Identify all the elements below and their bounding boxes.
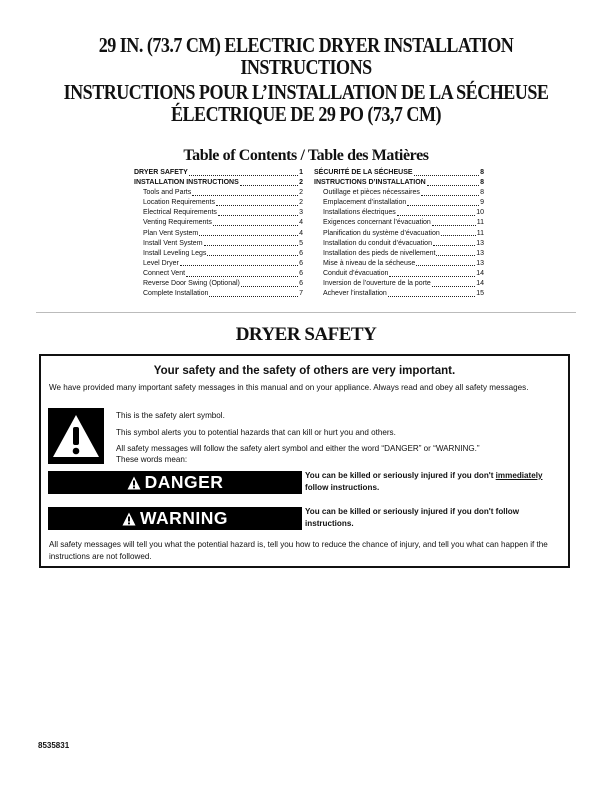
toc-entry-label: Reverse Door Swing (Optional) xyxy=(143,280,240,288)
toc-leader-dots xyxy=(416,259,475,267)
toc-entry-label: Plan Vent System xyxy=(143,229,199,237)
toc-entry-page: 6 xyxy=(299,259,303,267)
symbol-text-2: This symbol alerts you to potential hazards that can kill or hurt you and others. xyxy=(116,428,396,437)
toc-french xyxy=(314,168,484,299)
toc-entry-page: 2 xyxy=(299,189,303,197)
danger-message-emphasis: immediately xyxy=(495,471,543,480)
toc-entry-page: 11 xyxy=(476,229,484,237)
toc-entry-page: 13 xyxy=(476,239,484,247)
toc-entry xyxy=(314,259,484,269)
toc-entry xyxy=(134,168,303,178)
toc-entry-label: Conduit d’évacuation xyxy=(323,269,389,277)
toc-leader-dots xyxy=(207,249,298,257)
toc-leader-dots xyxy=(389,269,475,277)
warning-label xyxy=(48,507,302,530)
toc-leader-dots xyxy=(199,229,298,237)
danger-alert-icon xyxy=(127,476,141,490)
toc-entry xyxy=(314,279,484,289)
toc-leader-dots xyxy=(441,229,476,237)
toc-entry-label: INSTRUCTIONS D’INSTALLATION xyxy=(314,179,426,187)
toc-entry-label: Inversion de l’ouverture de la porte xyxy=(323,280,431,288)
symbol-text-4: These words mean: xyxy=(116,455,188,464)
danger-label xyxy=(48,471,302,494)
toc-entry-label: Tools and Parts xyxy=(143,189,192,197)
toc-entry-label: Installations électriques xyxy=(323,209,396,217)
symbol-text-1: This is the safety alert symbol. xyxy=(116,411,225,420)
toc-leader-dots xyxy=(180,259,298,267)
toc-entry-label: Emplacement d’installation xyxy=(323,199,407,207)
toc-entry xyxy=(314,239,484,249)
title-french: INSTRUCTIONS POUR L’INSTALLATION DE LA SÉCHEUSE ÉLECTRIQUE DE 29 PO (73,7 CM) xyxy=(63,80,549,126)
divider xyxy=(36,312,576,313)
toc-leader-dots xyxy=(427,178,479,186)
toc-leader-dots xyxy=(388,289,475,297)
toc-entry xyxy=(134,269,303,279)
toc-entry-page: 8 xyxy=(480,169,484,176)
safety-intro: We have provided many important safety messages in this manual and on your appliance. Always read and obey all safety messages. xyxy=(49,383,529,392)
toc-leader-dots xyxy=(213,218,298,226)
document-number: 8535831 xyxy=(38,741,70,750)
toc-entry-label: Installation du conduit d’évacuation xyxy=(323,239,432,247)
toc-entry xyxy=(134,178,303,188)
toc-leader-dots xyxy=(204,239,299,247)
toc-entry-page: 13 xyxy=(476,259,484,267)
toc-entry-label: SÉCURITÉ DE LA SÉCHEUSE xyxy=(314,169,413,176)
toc-entry-page: 3 xyxy=(299,209,303,217)
toc-entry xyxy=(314,229,484,239)
toc-entry-page: 10 xyxy=(476,209,484,217)
warning-message: You can be killed or seriously injured if you don't follow instructions. xyxy=(305,507,520,528)
toc-entry-page: 2 xyxy=(299,179,303,187)
toc-entry-page: 9 xyxy=(480,199,484,207)
toc-english xyxy=(134,168,303,299)
toc-entry-page: 4 xyxy=(299,229,303,237)
title-english: 29 IN. (73.7 CM) ELECTRIC DRYER INSTALLATION INSTRUCTIONS xyxy=(98,33,514,79)
toc-entry-label: Location Requirements xyxy=(143,199,215,207)
toc-entry xyxy=(314,188,484,198)
warning-label-text: WARNING xyxy=(139,508,229,528)
toc-entry-label: Installation des pieds de nivellement xyxy=(323,249,436,257)
toc-leader-dots xyxy=(421,188,479,196)
toc-entry-label: DRYER SAFETY xyxy=(134,169,188,176)
toc-entry-label: Mise à niveau de la sécheuse xyxy=(323,259,416,267)
toc-entry-page: 4 xyxy=(299,219,303,227)
toc-entry xyxy=(134,229,303,239)
toc-leader-dots xyxy=(432,279,475,287)
toc-entry xyxy=(314,168,484,178)
toc-entry xyxy=(314,208,484,218)
toc-entry-label: Outillage et pièces nécessaires xyxy=(323,189,420,197)
toc-entry-label: Level Dryer xyxy=(143,259,179,267)
toc-entry xyxy=(314,198,484,208)
toc-leader-dots xyxy=(240,178,298,186)
toc-entry-page: 2 xyxy=(299,199,303,207)
toc-entry xyxy=(134,249,303,259)
toc-leader-dots xyxy=(218,208,298,216)
toc-entry-label: INSTALLATION INSTRUCTIONS xyxy=(134,179,239,187)
toc-entry xyxy=(134,208,303,218)
toc-entry xyxy=(314,269,484,279)
danger-message-a: You can be killed or seriously injured if you don't xyxy=(305,471,496,480)
toc-leader-dots xyxy=(216,198,298,206)
toc-leader-dots xyxy=(186,269,298,277)
toc-leader-dots xyxy=(433,239,475,247)
toc-entry xyxy=(314,249,484,259)
safety-footer: All safety messages will tell you what the potential hazard is, tell you how to reduce the chance of injury, and tell you what can happen if the instructions are not followed. xyxy=(49,540,548,561)
warning-alert-icon xyxy=(122,512,136,526)
toc-entry-page: 6 xyxy=(299,269,303,277)
toc-entry-label: Achever l’installation xyxy=(323,290,387,298)
toc-entry-page: 14 xyxy=(476,280,484,288)
symbol-text-3: All safety messages will follow the safety alert symbol and either the word “DANGER” or “WARNING.” xyxy=(116,444,480,453)
safety-title: Your safety and the safety of others are very important. xyxy=(153,365,456,377)
toc-entry xyxy=(134,259,303,269)
toc-entry-page: 14 xyxy=(476,269,484,277)
toc-entry-label: Complete Installation xyxy=(143,290,209,298)
toc-entry xyxy=(134,279,303,289)
toc-entry-label: Install Vent System xyxy=(143,239,203,247)
toc-entry xyxy=(314,218,484,228)
section-heading: DRYER SAFETY xyxy=(235,324,377,345)
toc-heading: Table of Contents / Table des Matières xyxy=(183,147,429,164)
toc-entry-page: 5 xyxy=(299,239,303,247)
toc-entry-page: 7 xyxy=(299,290,303,298)
safety-alert-triangle-icon xyxy=(48,408,104,464)
toc-entry-label: Venting Requirements xyxy=(143,219,212,227)
toc-entry-label: Install Leveling Legs xyxy=(143,249,207,257)
toc-entry-label: Exigences concernant l’évacuation xyxy=(323,219,431,227)
toc-entry-label: Connect Vent xyxy=(143,269,186,277)
toc-entry-page: 15 xyxy=(476,290,484,298)
toc-leader-dots xyxy=(407,198,479,206)
toc-entry xyxy=(134,289,303,299)
toc-entry-label: Electrical Requirements xyxy=(143,209,217,217)
toc-entry-page: 8 xyxy=(480,179,484,187)
toc-leader-dots xyxy=(209,289,298,297)
toc-entry xyxy=(314,178,484,188)
toc-entry-page: 1 xyxy=(299,169,303,176)
toc-leader-dots xyxy=(189,168,298,176)
toc-entry-label: Planification du système d’évacuation xyxy=(323,229,440,237)
toc-leader-dots xyxy=(241,279,298,287)
toc-entry xyxy=(134,188,303,198)
toc-entry-page: 11 xyxy=(476,219,484,227)
toc-entry-page: 6 xyxy=(299,280,303,288)
toc-entry xyxy=(314,289,484,299)
toc-leader-dots xyxy=(192,188,298,196)
toc-leader-dots xyxy=(436,249,475,257)
toc-entry-page: 6 xyxy=(299,249,303,257)
toc-entry-page: 13 xyxy=(476,249,484,257)
toc-entry xyxy=(134,239,303,249)
danger-label-text: DANGER xyxy=(144,472,224,492)
toc-entry xyxy=(134,218,303,228)
danger-message-b: follow instructions. xyxy=(305,482,380,492)
toc-leader-dots xyxy=(414,168,480,176)
toc-entry-page: 8 xyxy=(480,189,484,197)
safety-box xyxy=(39,354,570,568)
danger-message xyxy=(305,470,567,493)
toc-leader-dots xyxy=(397,208,475,216)
toc-entry xyxy=(134,198,303,208)
toc-leader-dots xyxy=(432,218,476,226)
